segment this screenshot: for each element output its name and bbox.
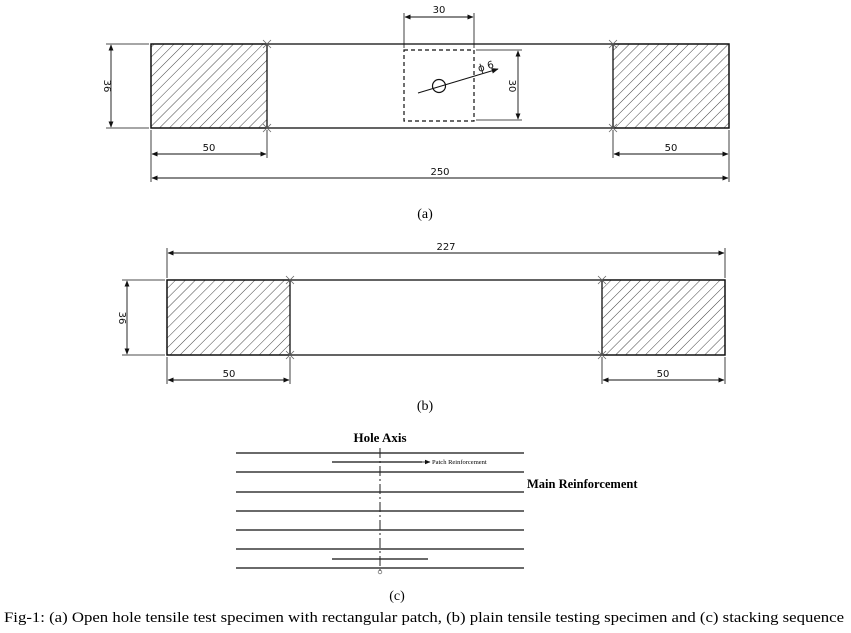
dim-total-a: 250 — [430, 167, 450, 178]
tab-a-right — [613, 44, 729, 128]
dim-total-b: 227 — [436, 242, 456, 253]
dim-hole-box-width: 30 — [432, 5, 446, 16]
panel-a-label: (a) — [417, 207, 433, 222]
panel-a — [101, 5, 729, 222]
dim-hole-box-height: 30 — [506, 79, 517, 93]
patch-reinforcement-label: Patch Reinforcement — [432, 459, 487, 466]
hole-axis-label: Hole Axis — [353, 430, 407, 445]
panel-b — [116, 242, 725, 414]
dim-tab-left-b: 50 — [222, 369, 236, 380]
figure-caption: Fig-1: (a) Open hole tensile test specimen with rectangular patch, (b) plain tensile testing specimen and (c) stacking sequence — [4, 610, 844, 626]
tab-b-right — [602, 280, 725, 355]
panel-c-label: (c) — [389, 589, 405, 604]
panel-c — [236, 430, 638, 604]
dim-tab-right-b: 50 — [656, 369, 670, 380]
dim-tab-right-a: 50 — [664, 143, 678, 154]
tab-a-left — [151, 44, 267, 128]
tab-b-left — [167, 280, 290, 355]
dim-tab-left-a: 50 — [202, 143, 216, 154]
panel-b-label: (b) — [416, 399, 434, 414]
main-reinforcement-label: Main Reinforcement — [527, 477, 638, 491]
dim-width-b: 36 — [116, 311, 127, 325]
patch-outline — [404, 50, 474, 121]
corner-marks-b — [286, 276, 606, 359]
dim-hole-diameter: ϕ 6 — [476, 59, 496, 75]
hole — [433, 80, 446, 93]
dim-width-a: 36 — [101, 79, 112, 93]
